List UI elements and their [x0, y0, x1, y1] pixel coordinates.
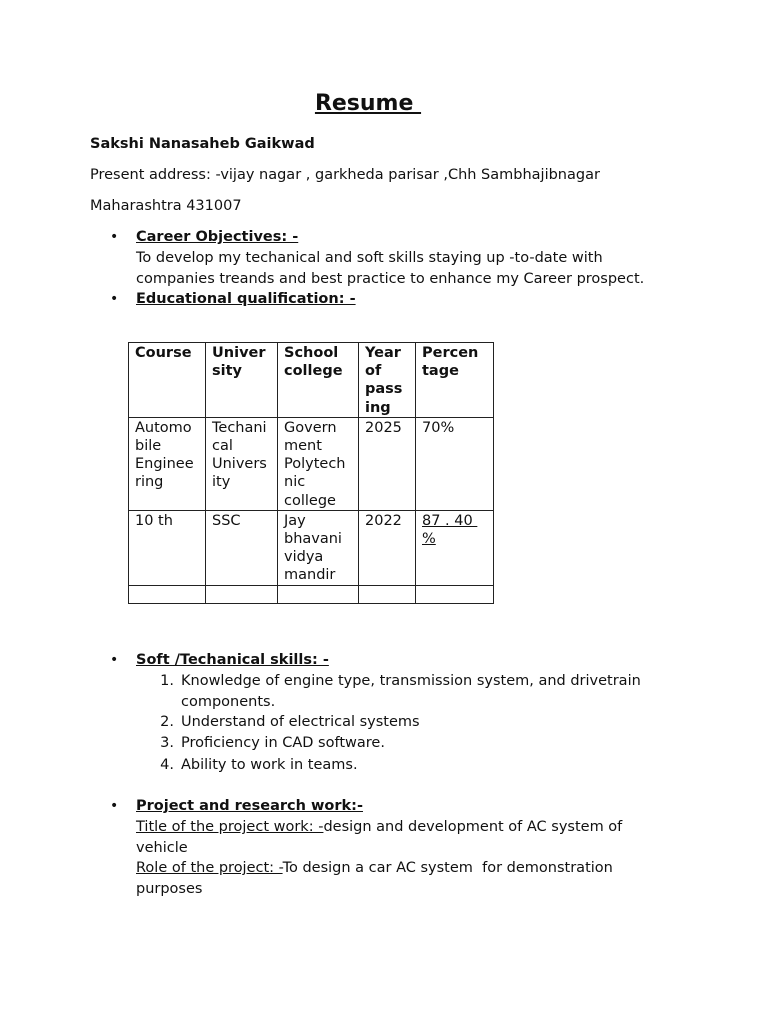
skill-item-3: Proficiency in CAD software.	[181, 735, 385, 751]
cell-line: cal	[212, 438, 233, 455]
education-table	[128, 342, 494, 604]
project-role-value: To design a car AC system for demonstration	[282, 860, 613, 876]
project-heading: Project and research work:-	[136, 798, 363, 814]
cell-line: bile	[135, 438, 162, 455]
table-row-empty	[129, 585, 494, 603]
cell-line: Govern	[284, 419, 337, 436]
table-row	[129, 417, 494, 510]
career-heading: Career Objectives: -	[136, 229, 299, 245]
table-cell	[359, 510, 416, 585]
cell-line: 87 . 40	[422, 512, 478, 529]
cell-line: Univers	[212, 456, 267, 473]
cell-line: ment	[284, 438, 322, 455]
bullet-icon: •	[110, 291, 119, 307]
project-title-value: design and development of AC system of	[323, 819, 623, 835]
cell-line: Polytech	[284, 456, 346, 473]
cell-line: ring	[135, 474, 164, 491]
header-cell	[359, 343, 416, 418]
career-text-line1: To develop my techanical and soft skills staying up -to-date with	[136, 250, 603, 266]
skill-item-2: Understand of electrical systems	[181, 714, 420, 730]
table-cell	[278, 585, 359, 603]
cell-line: Enginee	[135, 456, 194, 473]
cell-line: Year	[365, 345, 401, 361]
cell-line: nic	[284, 474, 306, 491]
list-number: 3.	[160, 735, 174, 751]
table-cell	[129, 585, 206, 603]
page-title: Resume	[314, 91, 422, 116]
cell-line: pass	[365, 381, 403, 398]
address-line-2: Maharashtra 431007	[90, 198, 242, 214]
skill-item-1-line1: Knowledge of engine type, transmission system, and drivetrain	[181, 673, 641, 689]
header-cell	[129, 343, 206, 418]
project-role-line1	[136, 858, 613, 879]
table-cell	[278, 417, 359, 510]
cell-line: 2025	[365, 419, 402, 436]
cell-line: 2022	[365, 512, 402, 529]
cell-line: School	[284, 345, 339, 361]
cell-line: tage	[422, 363, 459, 380]
candidate-name: Sakshi Nanasaheb Gaikwad	[90, 136, 315, 152]
cell-line: ity	[212, 474, 231, 491]
skills-heading: Soft /Techanical skills: -	[136, 652, 329, 668]
cell-line: bhavani	[284, 531, 342, 548]
list-number: 1.	[160, 673, 174, 689]
cell-line: college	[284, 363, 343, 380]
cell-line: sity	[212, 363, 242, 380]
project-title-label: Title of the project work: -	[136, 819, 324, 835]
education-heading: Educational qualification: -	[136, 291, 356, 307]
bullet-icon: •	[110, 229, 119, 245]
header-cell	[278, 343, 359, 418]
cell-line: 10 th	[135, 512, 173, 529]
bullet-icon: •	[110, 652, 119, 668]
table-cell	[416, 417, 494, 510]
table-cell	[206, 585, 278, 603]
table-cell	[206, 510, 278, 585]
table-cell	[206, 417, 278, 510]
project-title-line2: vehicle	[136, 839, 188, 856]
header-cell	[206, 343, 278, 418]
table-header-row	[129, 343, 494, 418]
cell-line: %	[422, 531, 436, 548]
table-cell	[129, 510, 206, 585]
cell-line: Course	[135, 345, 192, 361]
table-cell	[416, 585, 494, 603]
table-cell	[359, 585, 416, 603]
project-role-label: Role of the project: -	[136, 860, 283, 876]
table-cell	[278, 510, 359, 585]
cell-line: Automo	[135, 419, 192, 436]
cell-line: SSC	[212, 512, 241, 529]
cell-line: 70%	[422, 419, 455, 436]
bullet-icon: •	[110, 798, 119, 814]
cell-line: mandir	[284, 567, 336, 584]
cell-line: ing	[365, 399, 391, 416]
project-role-line2: purposes	[136, 880, 203, 897]
cell-line: vidya	[284, 549, 324, 566]
cell-line: Techani	[212, 419, 267, 436]
cell-line: college	[284, 492, 336, 509]
cell-line: Univer	[212, 345, 266, 361]
table-cell	[359, 417, 416, 510]
project-title-line1	[136, 817, 622, 838]
career-text-line2: companies treands and best practice to enhance my Career prospect.	[136, 270, 645, 287]
list-number: 2.	[160, 714, 174, 730]
skill-item-4: Ability to work in teams.	[181, 756, 358, 773]
cell-line: Jay	[284, 512, 306, 529]
cell-line: Percen	[422, 345, 479, 361]
skill-item-1-line2: components.	[181, 693, 276, 710]
header-cell	[416, 343, 494, 418]
cell-line: of	[365, 363, 382, 380]
list-number: 4.	[160, 756, 174, 773]
address-line-1: Present address: -vijay nagar , garkheda parisar ,Chh Sambhajibnagar	[90, 167, 600, 183]
table-cell	[129, 417, 206, 510]
table-cell	[416, 510, 494, 585]
table-row	[129, 510, 494, 585]
